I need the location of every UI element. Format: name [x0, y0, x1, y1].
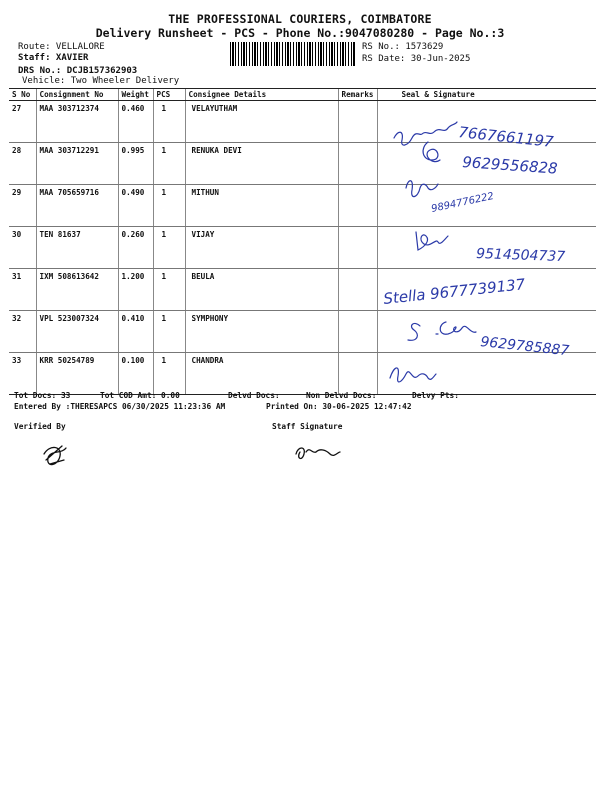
pcs-cell: 1	[153, 269, 185, 311]
remarks-cell	[338, 311, 377, 353]
barcode-image	[230, 42, 356, 66]
sno-cell: 33	[9, 353, 36, 395]
pcs-cell: 1	[153, 101, 185, 143]
runsheet-title: Delivery Runsheet - PCS - Phone No.:9047080280 - Page No.:3	[95, 26, 505, 40]
consignee-cell: VELAYUTHAM	[185, 101, 338, 143]
consignment-cell: TEN 81637	[36, 227, 118, 269]
consignment-cell: IXM 508613642	[36, 269, 118, 311]
rs-date: RS Date: 30-Jun-2025	[362, 54, 471, 64]
col-header-remarks: Remarks	[338, 89, 377, 101]
remarks-cell	[338, 269, 377, 311]
delivered-docs: Delvd Docs:	[228, 391, 280, 400]
sno-cell: 32	[9, 311, 36, 353]
remarks-cell	[338, 353, 377, 395]
signature-scribble-29	[406, 181, 438, 197]
handwritten-phone-30: 9514504737	[475, 246, 566, 266]
remarks-cell	[338, 143, 377, 185]
entered-by: Entered By :THERESAPCS 06/30/2025 11:23:36 AM	[14, 402, 226, 411]
consignment-cell: MAA 303712374	[36, 101, 118, 143]
non-delivered-docs: Non Delvd Docs:	[306, 391, 377, 400]
consignment-cell: MAA 303712291	[36, 143, 118, 185]
consignee-cell: BEULA	[185, 269, 338, 311]
weight-cell: 1.200	[118, 269, 153, 311]
staff-signature-label: Staff Signature	[272, 422, 343, 431]
remarks-cell	[338, 185, 377, 227]
company-title: THE PROFESSIONAL COURIERS, COIMBATORE	[168, 12, 432, 26]
consignee-cell: CHANDRA	[185, 353, 338, 395]
verifier-signature	[40, 440, 80, 470]
staff-label: Staff: XAVIER	[18, 53, 89, 63]
rs-number: RS No.: 1573629	[362, 42, 444, 52]
sno-cell: 30	[9, 227, 36, 269]
sno-cell: 27	[9, 101, 36, 143]
pcs-cell: 1	[153, 185, 185, 227]
handwritten-phone-32: 9629785887	[479, 334, 570, 360]
weight-cell: 0.460	[118, 101, 153, 143]
handwritten-phone-27: 7667661197	[457, 123, 555, 151]
col-header-sno: S No	[9, 89, 36, 101]
route-label: Route: VELLALORE	[18, 42, 105, 52]
sno-cell: 28	[9, 143, 36, 185]
handwritten-phone-28: 9629556828	[461, 153, 559, 178]
consignee-cell: RENUKA DEVI	[185, 143, 338, 185]
handwritten-phone-29: 9894776222	[430, 190, 495, 215]
verified-by-label: Verified By	[14, 422, 66, 431]
consignment-cell: VPL 523007324	[36, 311, 118, 353]
signature-scribble-33	[390, 368, 436, 382]
drs-number: DRS No.: DCJB157362903	[18, 66, 138, 76]
pcs-cell: 1	[153, 227, 185, 269]
handwritten-signatures	[380, 108, 600, 390]
col-header-consignment: Consignment No	[36, 89, 118, 101]
pcs-cell: 1	[153, 353, 185, 395]
signature-scribble-28	[423, 142, 440, 162]
col-header-weight: Weight	[118, 89, 153, 101]
staff-signature	[292, 442, 344, 462]
col-header-pcs: PCS	[153, 89, 185, 101]
handwritten-phone-31: Stella 9677739137	[382, 275, 527, 308]
pcs-cell: 1	[153, 143, 185, 185]
weight-cell: 0.100	[118, 353, 153, 395]
remarks-cell	[338, 227, 377, 269]
consignee-cell: MITHUN	[185, 185, 338, 227]
col-header-seal-signature: Seal & Signature	[377, 89, 596, 101]
sno-cell: 31	[9, 269, 36, 311]
total-cod-amount: Tot COD Amt: 0.00	[100, 391, 180, 400]
weight-cell: 0.410	[118, 311, 153, 353]
consignment-cell: MAA 705659716	[36, 185, 118, 227]
delivery-points: Delvy Pts:	[412, 391, 459, 400]
pcs-cell: 1	[153, 311, 185, 353]
table-header-row	[9, 89, 596, 101]
signature-scribble-30	[416, 232, 448, 250]
remarks-cell	[338, 101, 377, 143]
printed-on: Printed On: 30-06-2025 12:47:42	[266, 402, 412, 411]
consignee-cell: SYMPHONY	[185, 311, 338, 353]
weight-cell: 0.995	[118, 143, 153, 185]
signature-scribble-32	[408, 322, 476, 340]
vehicle-label: Vehicle: Two Wheeler Delivery	[22, 76, 180, 86]
sno-cell: 29	[9, 185, 36, 227]
col-header-consignee: Consignee Details	[185, 89, 338, 101]
weight-cell: 0.260	[118, 227, 153, 269]
total-docs: Tot Docs: 33	[14, 391, 71, 400]
consignee-cell: VIJAY	[185, 227, 338, 269]
consignment-cell: KRR 50254789	[36, 353, 118, 395]
signature-scribble-27	[394, 122, 457, 145]
weight-cell: 0.490	[118, 185, 153, 227]
